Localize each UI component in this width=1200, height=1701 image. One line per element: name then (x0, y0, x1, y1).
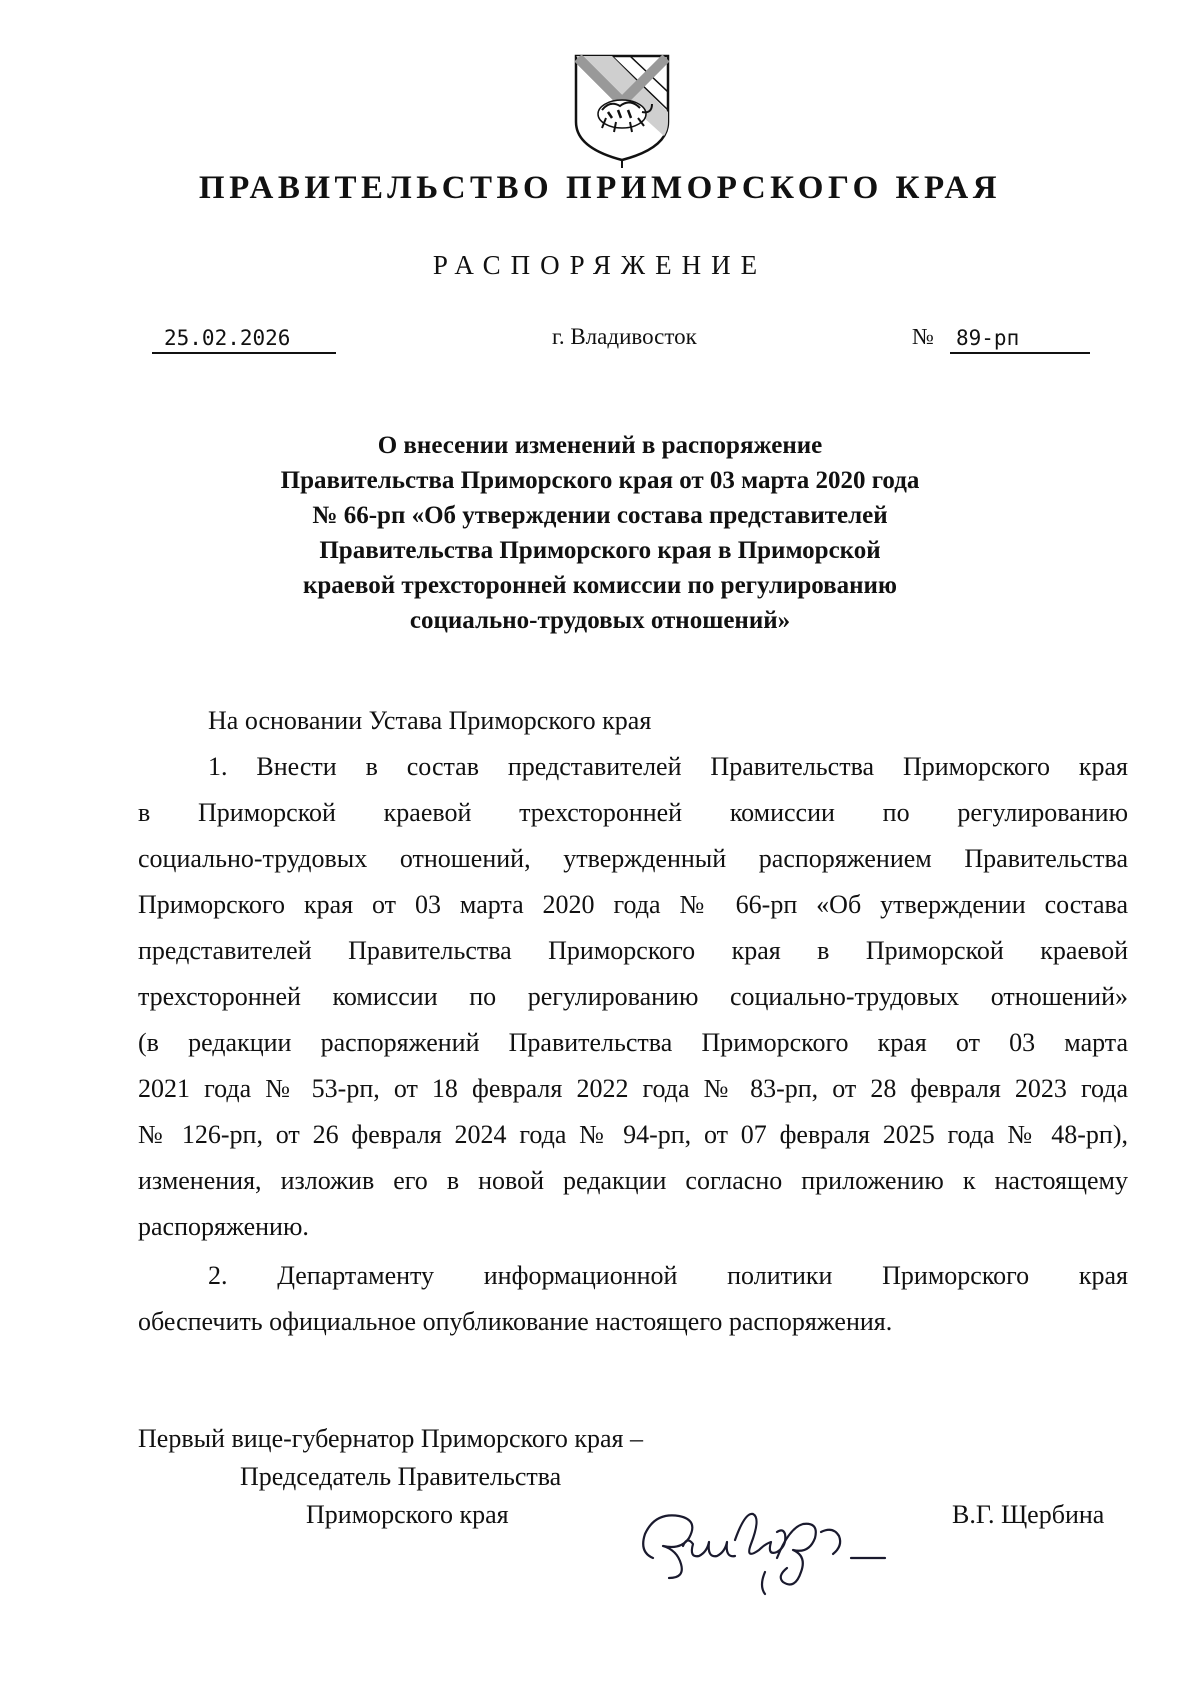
preamble: На основании Устава Приморского края (208, 706, 652, 735)
handwritten-signature (625, 1488, 915, 1608)
item-line: в Приморской краевой трехсторонней комиссии по регулированию (138, 798, 1128, 827)
item-line: (в редакции распоряжений Правительства Приморского края от 03 марта (138, 1028, 1128, 1057)
subject-line: № 66-рп «Об утверждении состава представителей (312, 502, 888, 529)
subject-line: краевой трехсторонней комиссии по регулированию (302, 572, 898, 599)
item-line: социально-трудовых отношений, утвержденный распоряжением Правительства (138, 844, 1128, 873)
number-label: № (912, 324, 934, 349)
subject-line: социально-трудовых отношений» (409, 607, 791, 634)
item-line: 2. Департаменту информационной политики Приморского края (208, 1261, 1128, 1290)
subject-line: Правительства Приморского края в Приморской (319, 537, 881, 564)
item-line: представителей Правительства Приморского края в Приморской краевой (138, 936, 1128, 965)
item-line: распоряжению. (138, 1212, 309, 1241)
item-line: Приморского края от 03 марта 2020 года № 66-рп «Об утверждении состава (138, 890, 1128, 919)
government-title: ПРАВИТЕЛЬСТВО ПРИМОРСКОГО КРАЯ (198, 170, 1002, 206)
document-date: 25.02.2026 (164, 326, 364, 350)
document-city: г. Владивосток (552, 324, 697, 349)
item-line: 1. Внести в состав представителей Правительства Приморского края (208, 752, 1128, 781)
item-line: изменения, изложив его в новой редакции согласно приложению к настоящему (138, 1166, 1128, 1195)
subject-line: Правительства Приморского края от 03 марта 2020 года (280, 467, 920, 494)
document-type: РАСПОРЯЖЕНИЕ (432, 250, 768, 280)
item-line: № 126-рп, от 26 февраля 2024 года № 94-рп, от 07 февраля 2025 года № 48-рп), (138, 1120, 1128, 1149)
signatory-position-line1: Первый вице-губернатор Приморского края – (138, 1424, 643, 1453)
item-line: обеспечить официальное опубликование настоящего распоряжения. (138, 1307, 893, 1336)
document-number (912, 324, 1020, 350)
coat-of-arms-emblem (572, 52, 672, 170)
signatory-name: В.Г. Щербина (952, 1500, 1105, 1529)
signatory-position-line3: Приморского края (306, 1500, 509, 1529)
signatory-position-line2: Председатель Правительства (240, 1462, 562, 1491)
item-1 (138, 744, 1128, 1250)
item-line: 2021 года № 53-рп, от 18 февраля 2022 года № 83-рп, от 28 февраля 2023 года (138, 1074, 1128, 1103)
document-subject (160, 428, 1040, 638)
subject-line: О внесении изменений в распоряжение (377, 432, 823, 459)
document-body (138, 698, 1128, 744)
item-2 (138, 1253, 1128, 1345)
number-value: 89-рп (956, 326, 1020, 350)
item-line: трехсторонней комиссии по регулированию социально-трудовых отношений» (138, 982, 1128, 1011)
